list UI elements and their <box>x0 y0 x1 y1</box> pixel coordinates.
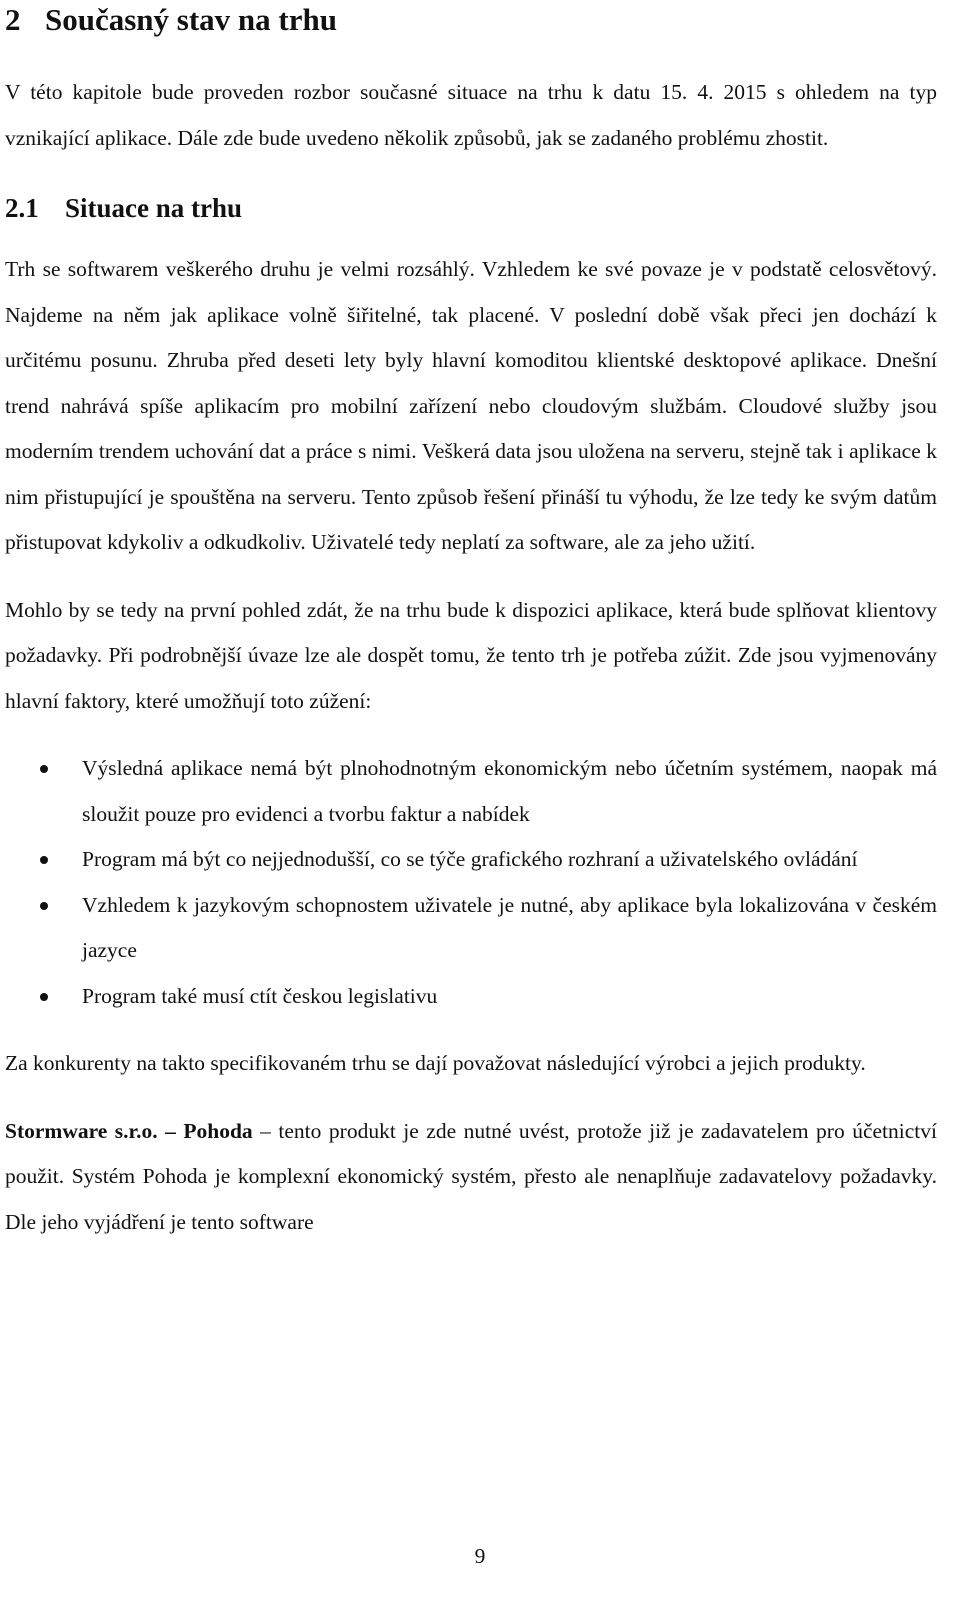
factor-list <box>5 746 937 1019</box>
competitor-product: Pohoda <box>183 1118 253 1143</box>
list-item-text: Výsledná aplikace nemá být plnohodnotným ekonomickým nebo účetním systémem, naopak má sloužit pouze pro evidenci a tvorbu faktur a nabídek <box>82 756 937 826</box>
list-item <box>5 883 937 974</box>
list-item-text: Program také musí ctít českou legislativu <box>82 983 438 1008</box>
section-heading <box>5 191 937 225</box>
intro-paragraph: V této kapitole bude proveden rozbor současné situace na trhu k datu 15. 4. 2015 s ohledem na typ vznikající aplikace. Dále zde bude uvedeno několik způsobů, jak se zadaného problému zhostit. <box>5 80 937 150</box>
list-item <box>5 746 937 837</box>
page-number: 9 <box>474 1544 486 1568</box>
competitor-company: Stormware s.r.o. <box>5 1118 158 1143</box>
list-item <box>5 837 937 883</box>
list-item <box>5 974 937 1020</box>
competitor-dash: – <box>165 1118 176 1143</box>
chapter-title: Současný stav na trhu <box>45 2 337 37</box>
section-title: Situace na trhu <box>65 193 243 223</box>
bullet-icon <box>40 765 48 773</box>
section-number: 2.1 <box>5 193 39 223</box>
bullet-icon <box>40 902 48 910</box>
market-paragraph: Trh se softwarem veškerého druhu je velmi rozsáhlý. Vzhledem ke své povaze je v podstatě celosvětový. Najdeme na něm jak aplikace volně šiřitelné, tak placené. V poslední době však přeci jen dochází k určitému posunu. Zhruba před deseti lety byly hlavní komoditou klientské desktopové aplikace. Dnešní trend nahrává spíše aplikacím pro mobilní zařízení nebo cloudovým službám. Cloudové služby jsou moderním trendem uchování dat a práce s nimi. Veškerá data jsou uložena na serveru, stejně tak i aplikace k nim přistupující je spouštěna na serveru. Tento způsob řešení přináší tu výhodu, že lze tedy ke svým datům přistupovat kdykoliv a odkudkoliv. Uživatelé tedy neplatí za software, ale za jeho užití. <box>5 257 937 554</box>
chapter-heading <box>5 0 937 40</box>
bullet-icon <box>40 993 48 1001</box>
bullet-icon <box>40 856 48 864</box>
chapter-number: 2 <box>5 2 21 37</box>
list-item-text: Program má být co nejjednodušší, co se týče grafického rozhraní a uživatelského ovládání <box>82 847 858 871</box>
competitors-intro-paragraph: Za konkurenty na takto specifikovaném trhu se dají považovat následující výrobci a jejich produkty. <box>5 1051 866 1075</box>
narrowing-paragraph: Mohlo by se tedy na první pohled zdát, že na trhu bude k dispozici aplikace, která bude splňovat klientovy požadavky. Při podrobnější úvaze lze ale dospět tomu, že tento trh je potřeba zúžit. Zde jsou vyjmenovány hlavní faktory, které umožňují toto zúžení: <box>5 597 937 713</box>
competitor-text: – tento produkt je zde nutné uvést, protože již je zadavatelem pro účetnictví použit. Systém Pohoda je komplexní ekonomický systém, přesto ale nenaplňuje zadavatelovy požadavky. Dle jeho vyjádření je tento software <box>5 1118 937 1234</box>
page-content <box>5 0 937 1245</box>
competitor-paragraph <box>5 1109 937 1246</box>
list-item-text: Vzhledem k jazykovým schopnostem uživatele je nutné, aby aplikace byla lokalizována v českém jazyce <box>82 892 937 962</box>
